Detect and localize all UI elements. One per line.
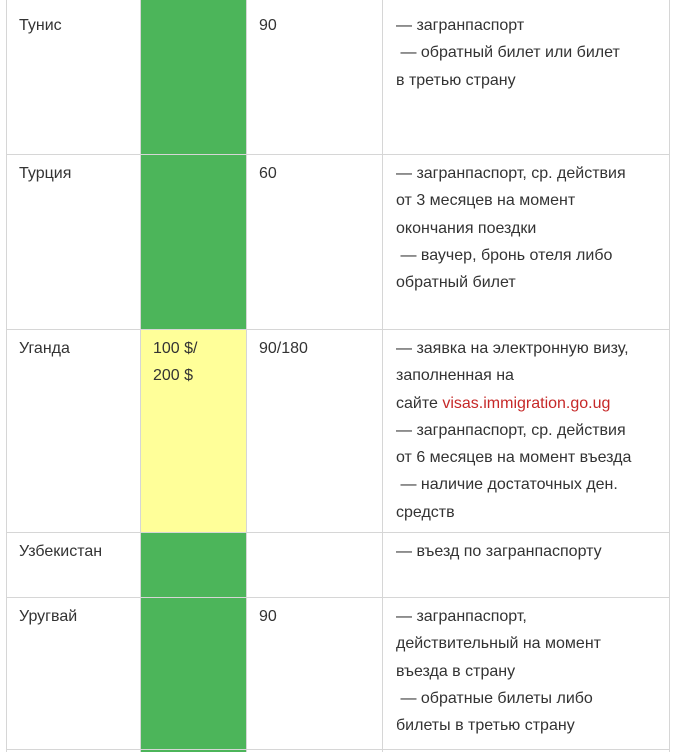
document-line-with-link bbox=[396, 390, 631, 417]
table-column-divider bbox=[382, 0, 383, 752]
document-line: въезда в страну bbox=[396, 662, 516, 680]
document-line: обратный билет bbox=[396, 274, 516, 292]
fee-line: 200 $ bbox=[153, 367, 194, 385]
table-row bbox=[6, 598, 676, 752]
documents-cell bbox=[382, 155, 676, 329]
documents-cell bbox=[382, 533, 676, 597]
table-row-divider bbox=[6, 597, 670, 598]
stay-days: 60 bbox=[259, 165, 277, 182]
document-line: — наличие достаточных ден. bbox=[396, 476, 618, 494]
document-line: — загранпаспорт bbox=[396, 17, 525, 34]
country-name: Тунис bbox=[19, 17, 62, 34]
country-name: Уругвай bbox=[19, 608, 78, 625]
documents-text bbox=[396, 603, 601, 739]
visa-fee-cell bbox=[140, 0, 246, 154]
country-cell bbox=[6, 598, 140, 752]
country-name: Узбекистан bbox=[19, 543, 103, 560]
document-line: — загранпаспорт, ср. действия bbox=[396, 421, 626, 439]
document-line: средств bbox=[396, 503, 455, 521]
table-border-right bbox=[669, 0, 670, 752]
table-row-divider bbox=[6, 329, 670, 330]
table-row bbox=[6, 330, 676, 532]
table-row-divider bbox=[6, 749, 670, 750]
document-line: действительный на момент bbox=[396, 635, 601, 653]
country-cell bbox=[6, 533, 140, 597]
country-cell bbox=[6, 155, 140, 329]
documents-text bbox=[396, 538, 602, 565]
stay-days-cell bbox=[246, 598, 382, 752]
document-line: — ваучер, бронь отеля либо bbox=[396, 246, 613, 264]
documents-text bbox=[396, 335, 631, 526]
documents-cell bbox=[382, 0, 676, 154]
table-column-divider bbox=[246, 0, 247, 752]
visa-fee-cell bbox=[140, 598, 246, 752]
stay-days-cell bbox=[246, 330, 382, 532]
document-line: — обратный билет или билет bbox=[396, 44, 620, 62]
document-line: — въезд по загранпаспорту bbox=[396, 543, 602, 560]
document-line: в третью страну bbox=[396, 71, 516, 89]
stay-days: 90 bbox=[259, 17, 277, 34]
table-row-divider bbox=[6, 154, 670, 155]
table-row bbox=[6, 0, 676, 154]
visa-fee-cell bbox=[140, 155, 246, 329]
document-line: билеты в третью страну bbox=[396, 717, 575, 735]
table-row bbox=[6, 155, 676, 329]
country-cell bbox=[6, 330, 140, 532]
document-line: от 3 месяцев на момент bbox=[396, 192, 576, 210]
table-column-divider bbox=[140, 0, 141, 752]
table-border-left bbox=[6, 0, 7, 752]
document-line: от 6 месяцев на момент въезда bbox=[396, 449, 632, 467]
visa-fee-cell bbox=[140, 330, 246, 532]
stay-days: 90/180 bbox=[259, 340, 308, 357]
table-row bbox=[6, 533, 676, 597]
documents-text bbox=[396, 160, 626, 296]
country-name: Турция bbox=[19, 165, 72, 182]
visa-fee bbox=[153, 335, 197, 390]
document-line: — загранпаспорт, bbox=[396, 608, 527, 625]
visa-fee-cell bbox=[140, 533, 246, 597]
stay-days: 90 bbox=[259, 608, 277, 625]
link-prefix: сайте bbox=[396, 394, 443, 412]
stay-days-cell bbox=[246, 533, 382, 597]
document-line: — обратные билеты либо bbox=[396, 689, 593, 707]
country-cell bbox=[6, 0, 140, 154]
stay-days-cell bbox=[246, 155, 382, 329]
visa-site-link[interactable]: visas.immigration.go.ug bbox=[442, 394, 611, 412]
document-line: заполненная на bbox=[396, 367, 514, 385]
documents-cell bbox=[382, 330, 676, 532]
stay-days-cell bbox=[246, 0, 382, 154]
document-line: окончания поездки bbox=[396, 219, 537, 237]
documents-cell bbox=[382, 598, 676, 752]
document-line: — заявка на электронную визу, bbox=[396, 340, 629, 357]
document-line: — загранпаспорт, ср. действия bbox=[396, 165, 626, 182]
table-row-divider bbox=[6, 532, 670, 533]
country-name: Уганда bbox=[19, 340, 70, 357]
documents-text bbox=[396, 12, 620, 94]
fee-line: 100 $/ bbox=[153, 340, 198, 357]
